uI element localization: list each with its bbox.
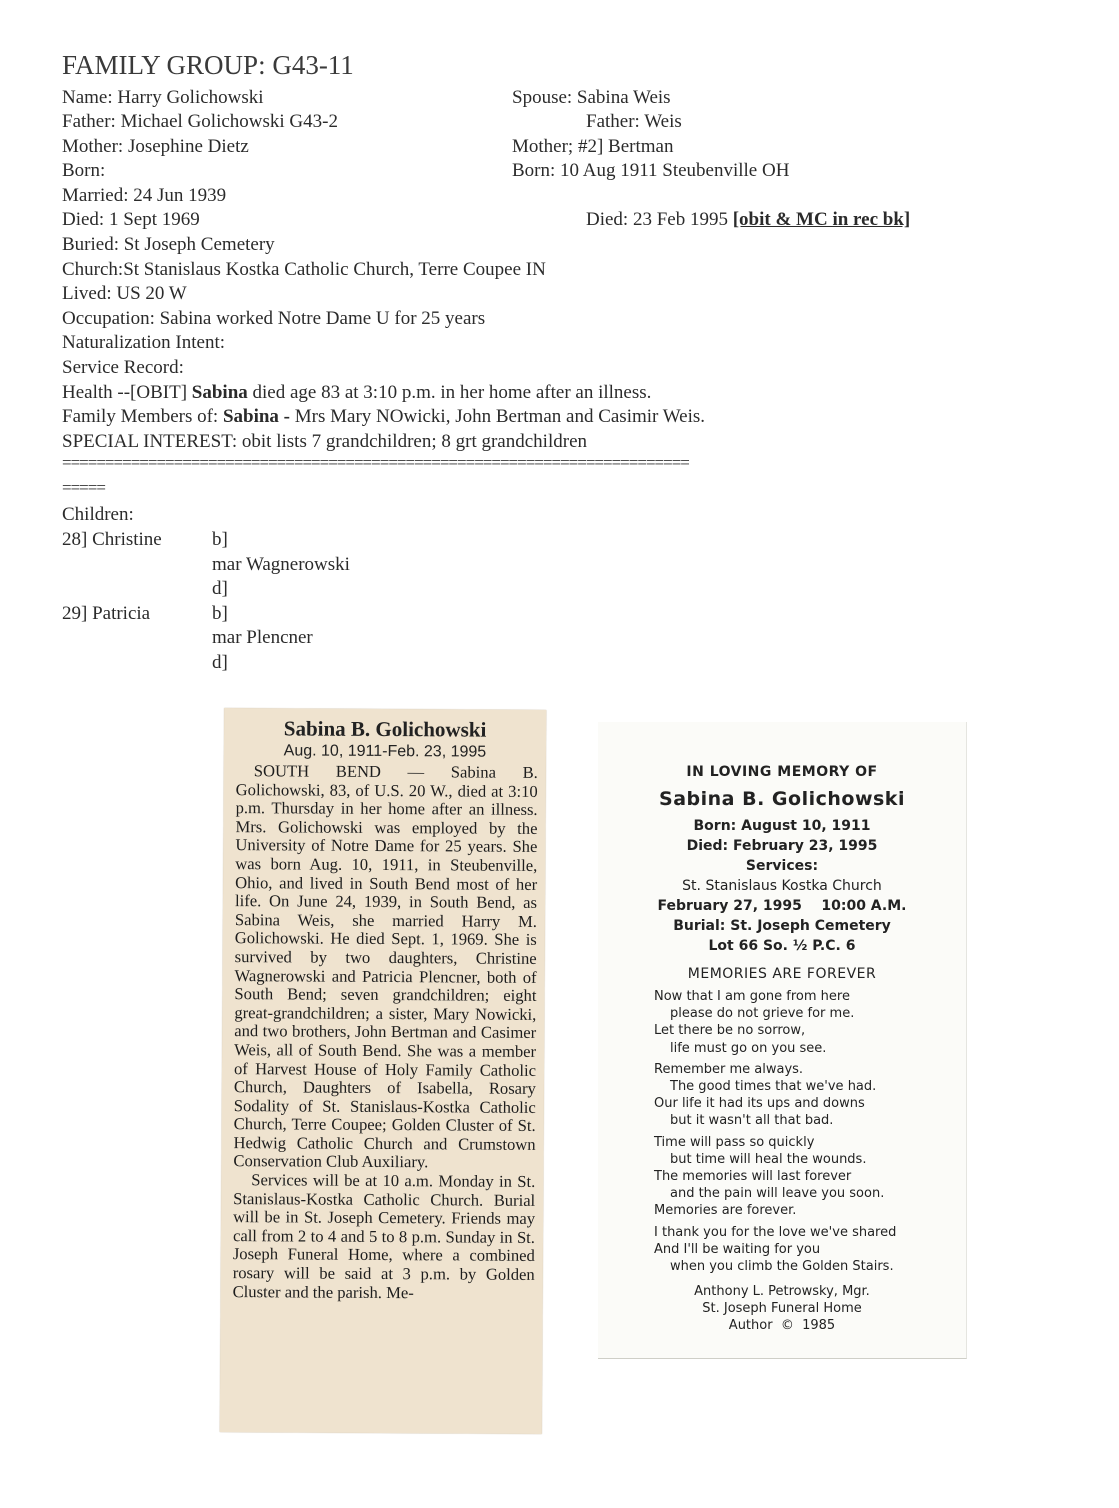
card-manager: Anthony L. Petrowsky, Mgr. xyxy=(694,1284,870,1300)
husband-mother: Mother: Josephine Dietz xyxy=(62,136,249,157)
family-members-line xyxy=(62,405,705,429)
poem-line: Remember me always. xyxy=(654,1061,804,1077)
poem-body xyxy=(598,988,966,1275)
poem-line: And I'll be waiting for you xyxy=(654,1241,821,1257)
child-married: mar Wagnerowski xyxy=(212,554,350,575)
obituary-title: Sabina B. Golichowski xyxy=(283,716,487,742)
card-services-label: Services: xyxy=(745,858,819,874)
page-title: FAMILY GROUP: G43-11 xyxy=(62,50,354,80)
child-name: 29] Patricia xyxy=(62,603,151,624)
naturalization-line: Naturalization Intent: xyxy=(62,332,226,353)
husband-father: Father: Michael Golichowski G43-2 xyxy=(62,111,338,132)
poem-title: MEMORIES ARE FOREVER xyxy=(687,966,877,982)
family-name: Sabina - xyxy=(222,406,291,427)
poem-line: Time will pass so quickly xyxy=(654,1134,815,1150)
memorial-card xyxy=(598,722,967,1359)
health-name: Sabina xyxy=(191,382,248,403)
poem-line: life must go on you see. xyxy=(670,1040,827,1056)
card-date-time: February 27, 1995 10:00 A.M. xyxy=(657,898,907,914)
obituary-dates: Aug. 10, 1911-Feb. 23, 1995 xyxy=(283,742,487,761)
spouse-born: Born: 10 Aug 1911 Steubenville OH xyxy=(512,160,790,181)
card-heading: IN LOVING MEMORY OF xyxy=(686,764,878,780)
child-born: b] xyxy=(212,529,228,550)
family-prefix: Family Members of: xyxy=(62,406,223,427)
poem-line: The memories will last forever xyxy=(654,1169,852,1185)
child-name: 28] Christine xyxy=(62,529,162,550)
poem-line: Memories are forever. xyxy=(654,1203,797,1219)
church-line: Church:St Stanislaus Kostka Catholic Church, Terre Coupee IN xyxy=(62,259,546,280)
card-burial: Burial: St. Joseph Cemetery xyxy=(673,918,891,934)
spouse-died xyxy=(586,208,910,232)
husband-died: Died: 1 Sept 1969 xyxy=(62,209,200,230)
family-rest: Mrs Mary NOwicki, John Bertman and Casimir Weis. xyxy=(290,406,706,427)
special-interest-line: SPECIAL INTEREST: obit lists 7 grandchildren; 8 grt grandchildren xyxy=(62,431,587,452)
card-author: Author © 1985 xyxy=(728,1318,836,1334)
spouse-father: Father: Weis xyxy=(586,111,682,132)
health-line xyxy=(62,381,651,405)
service-record-line: Service Record: xyxy=(62,357,184,378)
card-lot: Lot 66 So. ½ P.C. 6 xyxy=(708,938,856,954)
obit-record-link[interactable]: [obit & MC in rec bk] xyxy=(732,209,911,230)
child-married: mar Plencner xyxy=(212,627,313,648)
obituary-paragraph: Services will be at 10 a.m. Monday in St. Stanislaus-Kostka Catholic Church. Burial will be in St. Joseph Cemetery. Friends may call from 2 to 4 and 5 to 8 p.m. Sunday in St. Joseph Funeral Home, where a combined rosary will be said at 3 p.m. by Golden Cluster and the parish. Me- xyxy=(232,1170,536,1302)
spouse-died-text: Died: 23 Feb 1995 xyxy=(586,209,733,230)
poem-line: but time will heal the wounds. xyxy=(670,1151,867,1167)
poem-line: when you climb the Golden Stairs. xyxy=(670,1259,894,1275)
poem-line: Let there be no sorrow, xyxy=(654,1023,806,1039)
health-rest: died age 83 at 3:10 p.m. in her home after an illness. xyxy=(247,382,652,403)
spouse-mother: Mother; #2] Bertman xyxy=(512,136,674,157)
husband-born: Born: xyxy=(62,160,106,181)
spouse-name: Spouse: Sabina Weis xyxy=(512,87,671,108)
separator-line: ========================================================================= xyxy=(62,453,689,472)
card-born: Born: August 10, 1911 xyxy=(693,818,871,834)
card-signature xyxy=(598,1283,966,1334)
card-church: St. Stanislaus Kostka Church xyxy=(682,878,882,894)
card-funeral-home: St. Joseph Funeral Home xyxy=(702,1301,862,1317)
child-died: d] xyxy=(212,652,228,673)
poem-line: The good times that we've had. xyxy=(670,1079,877,1095)
separator-line-short: ===== xyxy=(62,478,105,497)
health-prefix: Health --[OBIT] xyxy=(62,382,192,403)
husband-name: Name: Harry Golichowski xyxy=(62,87,264,108)
obituary-paragraph: SOUTH BEND — Sabina B. Golichowski, 83, of U.S. 20 W., died at 3:10 p.m. Thursday in her home after an illness. Mrs. Golichowski was employed by the University of Notre Dame for 25 years. She was born Aug. 10, 1911, in Steubenville, Ohio, and lived in South Bend most of her life. On June 24, 1939, in South Bend, as Sabina Weis, she married Harry M. Golichowski. He died Sept. 1, 1969. She is survived by two daughters, Christine Wagnerowski and Patricia Plencner, both of South Bend; seven grandchildren; eight great-grandchildren; a sister, Mary Nowicki, and two brothers, John Bertman and Casimer Weis, all of South Bend. She was a member of Harvest House of Holy Family Catholic Church, Daughters of Isabella, Rosary Sodality of St. Stanislaus-Kostka Catholic Church, Terre Coupee; Golden Cluster of St. Hedwig Catholic Church and Crumstown Conservation Club Auxiliary. xyxy=(233,761,538,1172)
child-born: b] xyxy=(212,603,228,624)
children-heading: Children: xyxy=(62,504,134,525)
card-died: Died: February 23, 1995 xyxy=(686,838,878,854)
poem-line: and the pain will leave you soon. xyxy=(670,1186,885,1202)
poem-line: please do not grieve for me. xyxy=(670,1006,855,1022)
occupation-line: Occupation: Sabina worked Notre Dame U for 25 years xyxy=(62,308,486,329)
husband-buried: Buried: St Joseph Cemetery xyxy=(62,234,275,255)
marriage-date: Married: 24 Jun 1939 xyxy=(62,185,227,206)
obituary-clipping xyxy=(220,708,546,1434)
poem-line: Now that I am gone from here xyxy=(654,989,850,1004)
poem-line: but it wasn't all that bad. xyxy=(670,1113,834,1129)
lived-line: Lived: US 20 W xyxy=(62,283,187,304)
obituary-body xyxy=(233,762,538,1303)
child-died: d] xyxy=(212,578,228,599)
poem-line: I thank you for the love we've shared xyxy=(654,1224,897,1240)
poem-line: Our life it had its ups and downs xyxy=(654,1096,865,1112)
card-name: Sabina B. Golichowski xyxy=(659,788,905,810)
